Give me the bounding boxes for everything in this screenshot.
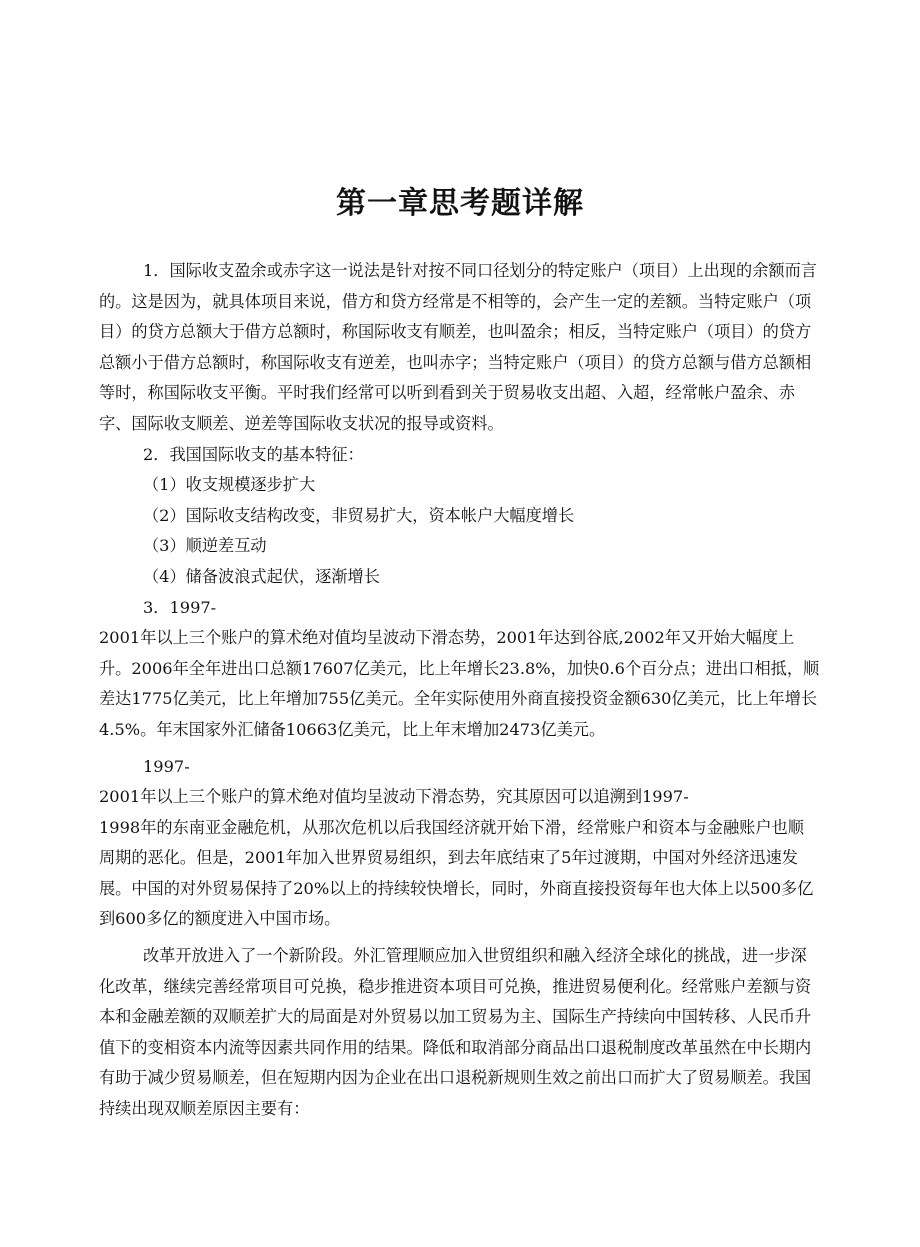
paragraph-answer-3-body: 2001年以上三个账户的算术绝对值均呈波动下滑态势，2001年达到谷底,2002年又开始大幅度上升。2006年全年进出口总额17607亿美元，比上年增长23.8%，加快0.6个百分点；进出口相抵，顺差达1775亿美元，比上年增加755亿美元。全年实际使用外商直接投资金额630亿美元，比上年增长4.5%。年末国家外汇储备10663亿美元，比上年末增加2473亿美元。: [99, 628, 820, 739]
document-body: [99, 256, 820, 1125]
list-item-1: （1）收支规模逐步扩大: [143, 475, 316, 495]
paragraph-answer-1: 1．国际收支盈余或赤字这一说法是针对按不同口径划分的特定账户（项目）上出现的余额而言的。这是因为，就具体项目来说，借方和贷方经常是不相等的，会产生一定的差额。当特定账户（项目）的贷方总额大于借方总额时，称国际收支有顺差，也叫盈余；相反，当特定账户（项目）的贷方总额小于借方总额时，称国际收支有逆差，也叫赤字；当特定账户（项目）的贷方总额与借方总额相等时，称国际收支平衡。平时我们经常可以听到看到关于贸易收支出超、入超，经常帐户盈余、赤字、国际收支顺差、逆差等国际收支状况的报导或资料。: [99, 261, 817, 433]
paragraph-year-start: 1997-: [143, 756, 190, 776]
list-item-3: （3）顺逆差互动: [143, 536, 267, 556]
paragraph-crisis: 1998年的东南亚金融危机，从那次危机以后我国经济就开始下滑，经常账户和资本与金融账户也顺周期的恶化。但是，2001年加入世界贸易组织，到去年底结束了5年过渡期，中国对外经济迅速发展。中国的对外贸易保持了20%以上的持续较快增长，同时，外商直接投资每年也大体上以500多亿到600多亿的额度进入中国市场。: [99, 817, 814, 929]
paragraph-answer-3-heading: 3．1997-: [143, 597, 217, 617]
paragraph-answer-2-heading: 2．我国国际收支的基本特征：: [143, 444, 364, 464]
list-item-4: （4）储备波浪式起伏，逐渐增长: [143, 566, 380, 586]
paragraph-reform: 改革开放进入了一个新阶段。外汇管理顺应加入世贸组织和融入经济全球化的挑战，进一步深化改革，继续完善经常项目可兑换，稳步推进资本项目可兑换，推进贸易便利化。经常账户差额与资本和金融差额的双顺差扩大的局面是对外贸易以加工贸易为主、国际生产持续向中国转移、人民币升值下的变相资本内流等因素共同作用的结果。降低和取消部分商品出口退税制度改革虽然在中长期内有助于减少贸易顺差，但在短期内因为企业在出口退税新规则生效之前出口而扩大了贸易顺差。我国持续出现双顺差原因主要有：: [99, 946, 812, 1119]
page-title: 第一章思考题详解: [336, 186, 584, 221]
paragraph-trend: 2001年以上三个账户的算术绝对值均呈波动下滑态势，究其原因可以追溯到1997-: [99, 787, 689, 807]
list-item-2: （2）国际收支结构改变，非贸易扩大，资本帐户大幅度增长: [143, 505, 575, 525]
